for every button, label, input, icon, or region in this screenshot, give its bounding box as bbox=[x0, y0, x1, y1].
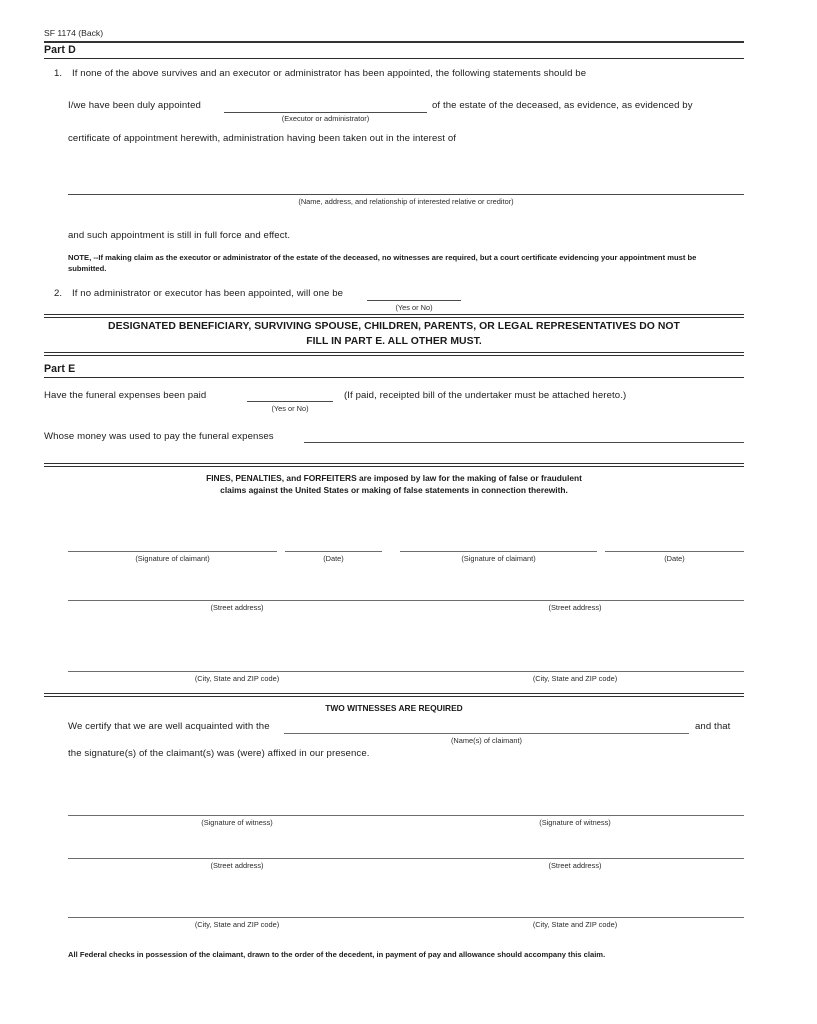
witness-city-2-input[interactable] bbox=[406, 917, 744, 918]
part-d-note: NOTE, --If making claim as the executor or administrator of the estate of the deceased, no witnesses are required, but a court certificate evidencing your appointment must be submitted. bbox=[68, 253, 697, 273]
funeral-expenses-yes-no-caption: (Yes or No) bbox=[271, 404, 309, 413]
funeral-expenses-yes-no-input[interactable] bbox=[247, 401, 333, 402]
witness-claimant-name-caption: (Name(s) of claimant) bbox=[450, 736, 523, 745]
form-sheet bbox=[44, 0, 744, 1024]
witness-street-2-input[interactable] bbox=[406, 858, 744, 859]
claimant-date-2-caption: (Date) bbox=[664, 554, 685, 563]
appointment-in-force-text: and such appointment is still in full force and effect. bbox=[68, 230, 291, 241]
part-d-item-2-text: If no administrator or executor has been appointed, will one be bbox=[72, 288, 344, 299]
funeral-expenses-paid-label: Have the funeral expenses been paid bbox=[44, 390, 207, 401]
witness-street-2-caption: (Street address) bbox=[548, 861, 602, 870]
executor-name-input[interactable] bbox=[224, 112, 427, 113]
banner-line-1: DESIGNATED BENEFICIARY, SURVIVING SPOUSE, CHILDREN, PARENTS, OR LEGAL REPRESENTATIVES DO NOT bbox=[108, 321, 680, 332]
claimant-city-2-caption: (City, State and ZIP code) bbox=[532, 674, 618, 683]
witness-signature-2-input[interactable] bbox=[406, 815, 744, 816]
footer-note: All Federal checks in possession of the claimant, drawn to the order of the decedent, in payment of pay and allowance should accompany this claim. bbox=[68, 950, 606, 959]
banner-line-2: FILL IN PART E. ALL OTHER MUST. bbox=[306, 336, 482, 347]
claimant-street-1-caption: (Street address) bbox=[210, 603, 264, 612]
whose-money-label: Whose money was used to pay the funeral expenses bbox=[44, 431, 274, 442]
claimant-street-2-input[interactable] bbox=[406, 600, 744, 601]
claimant-street-1-input[interactable] bbox=[68, 600, 406, 601]
executor-caption: (Executor or administrator) bbox=[281, 114, 370, 123]
witness-signature-2-caption: (Signature of witness) bbox=[539, 818, 611, 827]
duly-appointed-prefix: I/we have been duly appointed bbox=[68, 100, 201, 111]
witness-certify-prefix: We certify that we are well acquainted with the bbox=[68, 721, 270, 732]
part-e-heading: Part E bbox=[44, 363, 76, 375]
witness-city-1-input[interactable] bbox=[68, 917, 406, 918]
interested-relative-caption: (Name, address, and relationship of interested relative or creditor) bbox=[298, 197, 514, 206]
witness-street-1-input[interactable] bbox=[68, 858, 406, 859]
duly-appointed-suffix: of the estate of the deceased, as evidence, as evidenced by bbox=[432, 100, 693, 111]
witness-street-1-caption: (Street address) bbox=[210, 861, 264, 870]
form-id-label: SF 1174 (Back) bbox=[44, 28, 104, 38]
administrator-appointed-yes-no-input[interactable] bbox=[367, 300, 461, 301]
banner-top-rule bbox=[44, 314, 744, 318]
interested-relative-input[interactable] bbox=[68, 194, 744, 195]
part-d-item-1-number: 1. bbox=[54, 68, 63, 79]
claimant-signature-1-caption: (Signature of claimant) bbox=[135, 554, 210, 563]
funeral-expenses-paid-note: (If paid, receipted bill of the undertaker must be attached hereto.) bbox=[344, 390, 627, 401]
claimant-date-1-input[interactable] bbox=[285, 551, 382, 552]
claimant-city-2-input[interactable] bbox=[406, 671, 744, 672]
witness-claimant-name-input[interactable] bbox=[284, 733, 689, 734]
claimant-city-1-caption: (City, State and ZIP code) bbox=[194, 674, 280, 683]
part-d-item-1-text: If none of the above survives and an executor or administrator has been appointed, the following statements should be bbox=[72, 68, 587, 79]
claimant-street-2-caption: (Street address) bbox=[548, 603, 602, 612]
certificate-of-appointment-text: certificate of appointment herewith, administration having been taken out in the interest of bbox=[68, 133, 457, 144]
witness-city-1-caption: (City, State and ZIP code) bbox=[194, 920, 280, 929]
administrator-appointed-yes-no-caption: (Yes or No) bbox=[395, 303, 433, 312]
witness-certify-line-2: the signature(s) of the claimant(s) was (were) affixed in our presence. bbox=[68, 748, 370, 759]
fines-line-2: claims against the United States or making of false statements in connection therewith. bbox=[220, 485, 568, 495]
witness-certify-suffix: and that bbox=[695, 721, 731, 732]
claimant-date-2-input[interactable] bbox=[605, 551, 744, 552]
header-rule bbox=[44, 41, 744, 43]
claimant-date-1-caption: (Date) bbox=[323, 554, 344, 563]
witness-heading: TWO WITNESSES ARE REQUIRED bbox=[325, 703, 463, 713]
fines-top-rule bbox=[44, 463, 744, 467]
witness-top-rule bbox=[44, 693, 744, 697]
part-d-item-2-number: 2. bbox=[54, 288, 63, 299]
witness-city-2-caption: (City, State and ZIP code) bbox=[532, 920, 618, 929]
claimant-city-1-input[interactable] bbox=[68, 671, 406, 672]
part-e-rule bbox=[44, 377, 744, 378]
witness-signature-1-input[interactable] bbox=[68, 815, 406, 816]
part-d-heading: Part D bbox=[44, 44, 76, 56]
banner-bottom-rule bbox=[44, 352, 744, 356]
whose-money-input[interactable] bbox=[304, 442, 744, 443]
part-d-rule bbox=[44, 58, 744, 59]
claimant-signature-2-caption: (Signature of claimant) bbox=[461, 554, 536, 563]
witness-signature-1-caption: (Signature of witness) bbox=[201, 818, 273, 827]
claimant-signature-2-input[interactable] bbox=[400, 551, 597, 552]
fines-line-1: FINES, PENALTIES, and FORFEITERS are imposed by law for the making of false or fraudulent bbox=[206, 473, 582, 483]
claimant-signature-1-input[interactable] bbox=[68, 551, 277, 552]
